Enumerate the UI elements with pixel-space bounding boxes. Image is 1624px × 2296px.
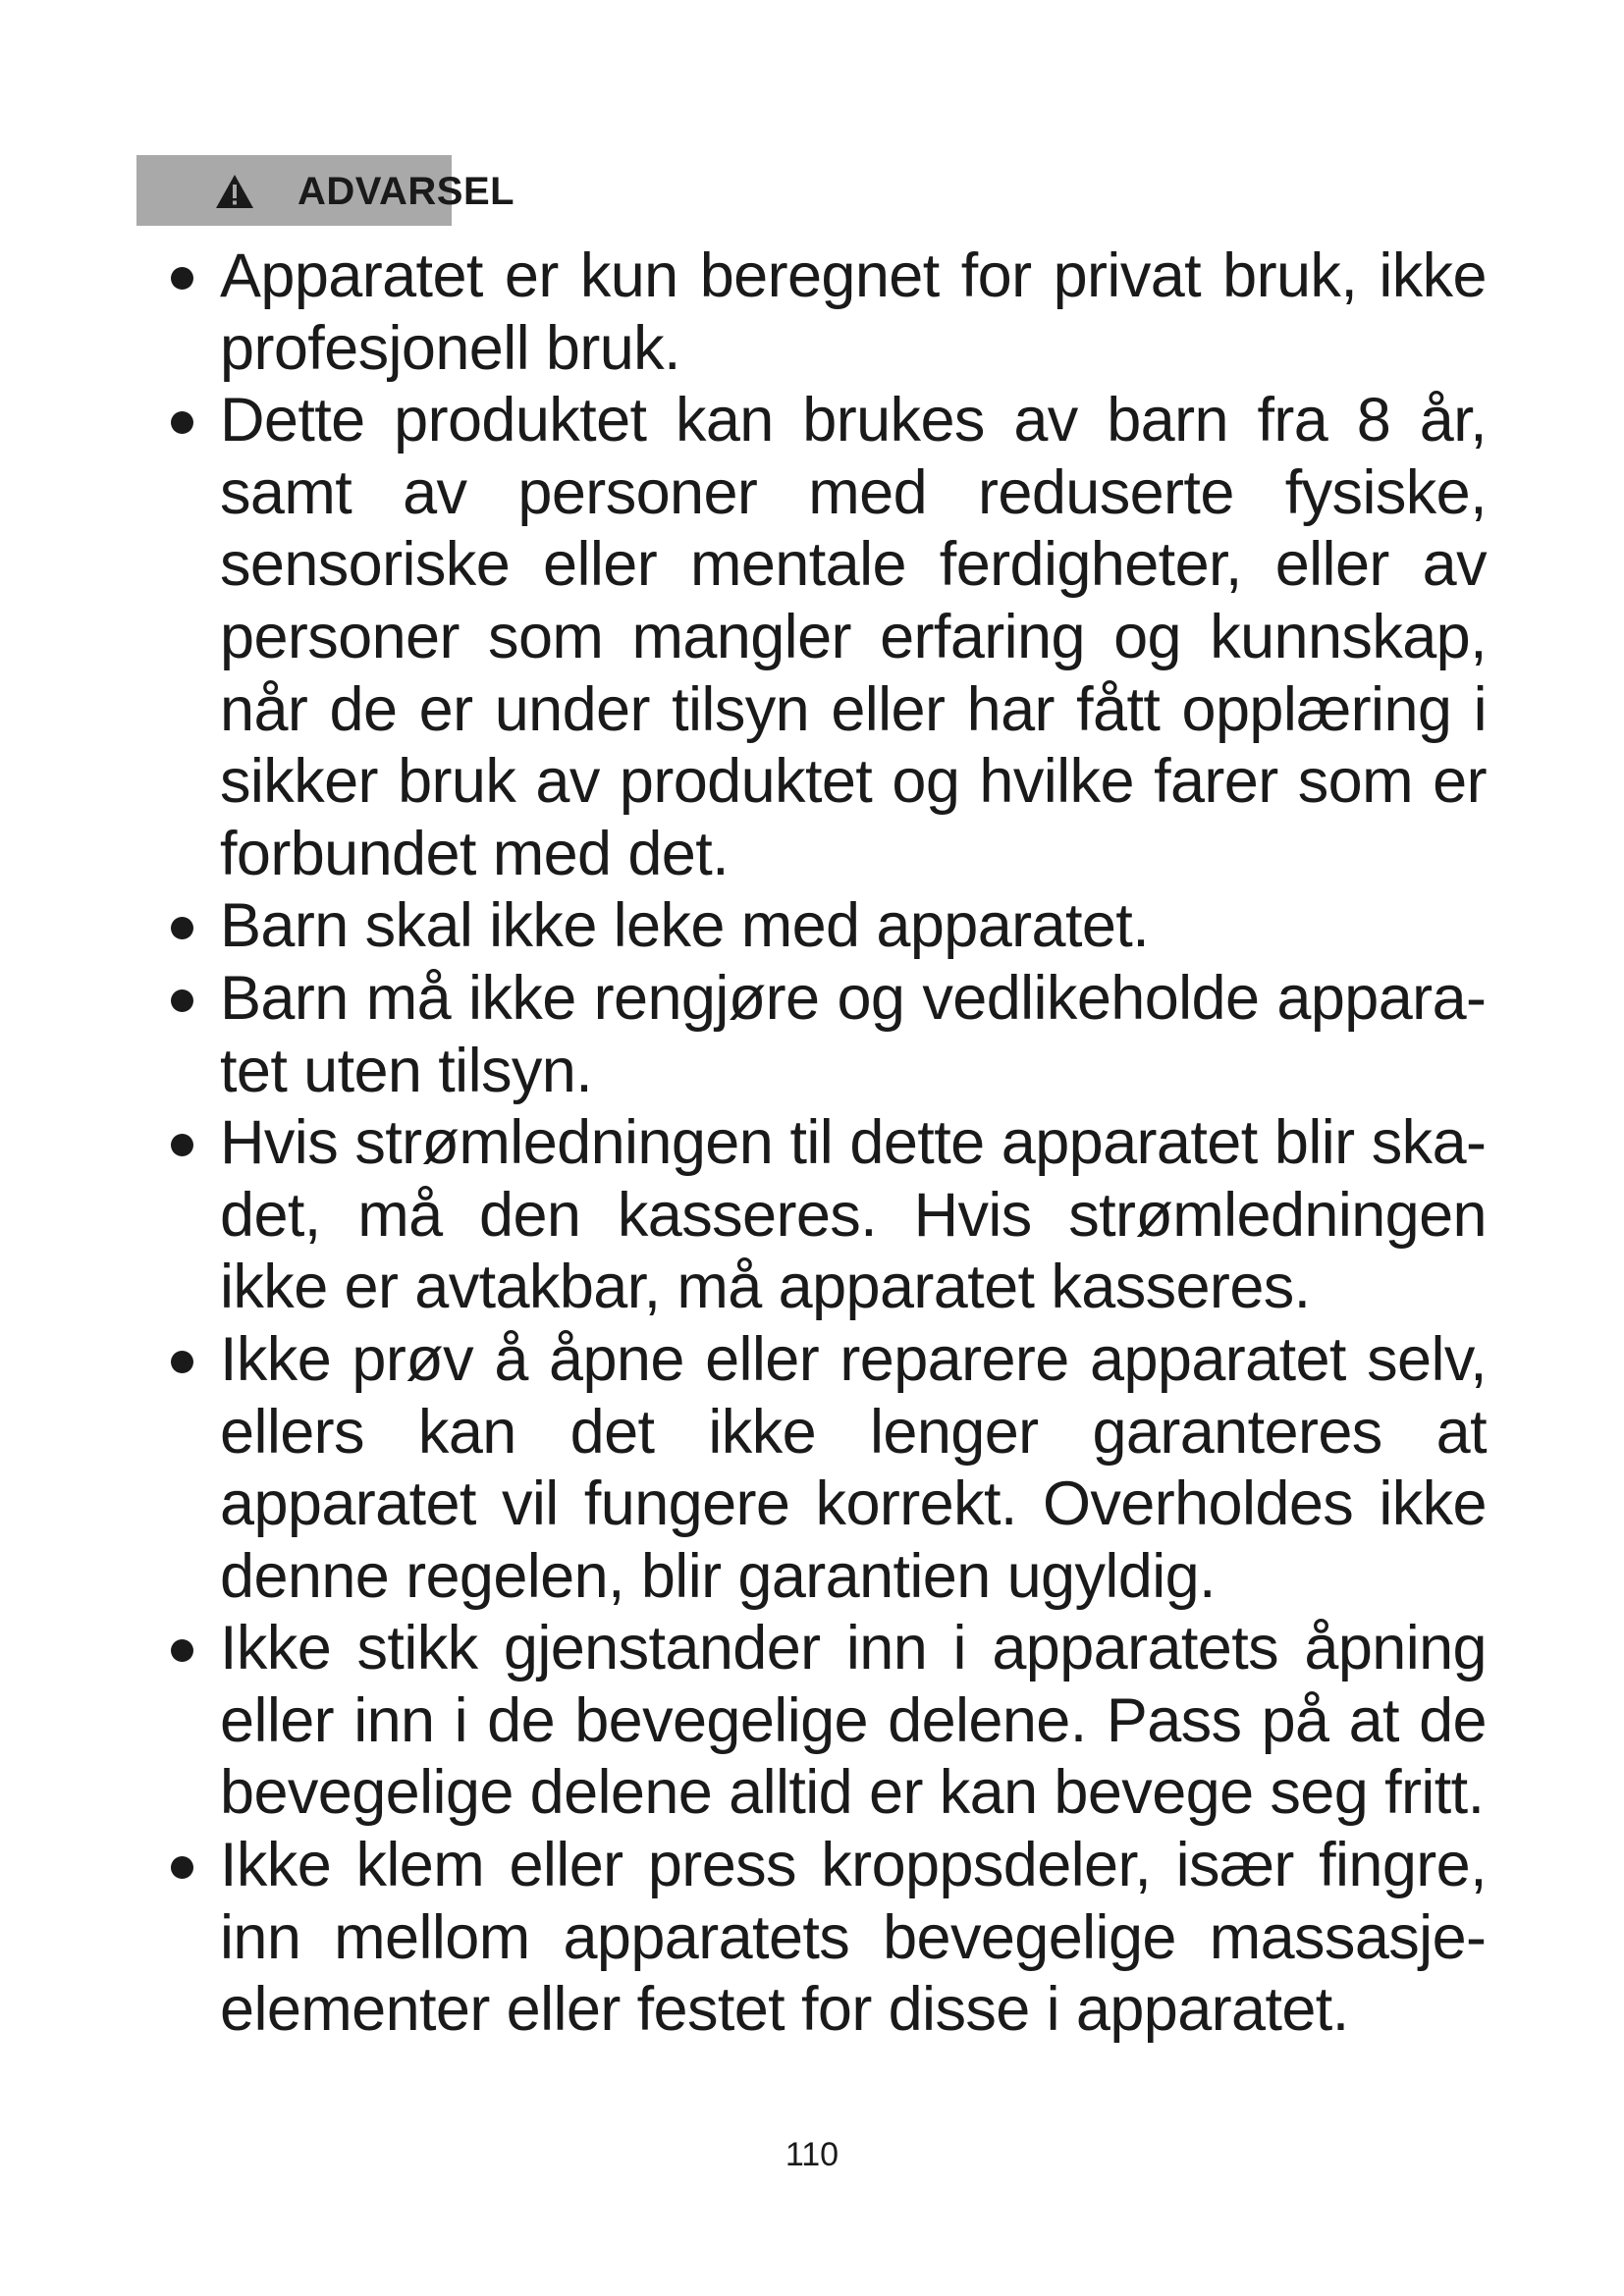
list-item-text: Ikke klem eller press kroppsdeler, især fingre, inn mellom apparatets bevegelige massasjeelementer eller festet for disse i apparatet. bbox=[220, 1831, 1487, 2045]
bullet-icon bbox=[171, 411, 193, 434]
bullet-icon bbox=[171, 1639, 193, 1662]
bullet-icon bbox=[171, 267, 193, 290]
bullet-icon bbox=[171, 1351, 193, 1373]
list-item bbox=[171, 963, 1487, 1107]
list-item bbox=[171, 1324, 1487, 1613]
list-item-text: Barn skal ikke leke med apparatet. bbox=[220, 891, 1150, 961]
warning-triangle-icon bbox=[215, 174, 254, 209]
list-item bbox=[171, 1830, 1487, 2047]
page-number: 110 bbox=[785, 2136, 839, 2173]
list-item bbox=[171, 1107, 1487, 1324]
list-item bbox=[171, 240, 1487, 385]
warning-list bbox=[171, 240, 1487, 2047]
list-item-text: Dette produktet kan brukes av barn fra 8 år, samt av personer med reduserte fysiske, sensoriske eller mentale ferdigheter, eller av personer som mangler erfaring og kunnskap, når de er under tilsyn eller har fått opplæring i sikker bruk av produktet og hvilke farer som er forbundet med det. bbox=[220, 386, 1487, 888]
list-item-text: Barn må ikke rengjøre og vedlikeholde apparatet uten tilsyn. bbox=[220, 963, 1487, 1105]
warning-header bbox=[136, 155, 686, 226]
list-item bbox=[171, 890, 1487, 963]
list-item bbox=[171, 385, 1487, 890]
list-item-text: Ikke prøv å åpne eller reparere apparatet selv, ellers kan det ikke lenger garanteres at apparatet vil fungere korrekt. Overholdes ikke denne regelen, blir garantien ugyldig. bbox=[220, 1324, 1487, 1611]
bullet-icon bbox=[171, 989, 193, 1012]
list-item-text: Apparatet er kun beregnet for privat bruk, ikke profesjonell bruk. bbox=[220, 241, 1487, 383]
bullet-icon bbox=[171, 1856, 193, 1879]
list-item-text: Ikke stikk gjenstander inn i apparatets åpning eller inn i de bevegelige delene. Pass på at de bevegelige delene alltid er kan bevege seg fritt. bbox=[220, 1614, 1487, 1828]
list-item-text: Hvis strømledningen til dette apparatet blir skadet, må den kasseres. Hvis strømledningen ikke er avtakbar, må apparatet kasseres. bbox=[220, 1108, 1487, 1322]
bullet-icon bbox=[171, 1134, 193, 1156]
warning-title: ADVARSEL bbox=[298, 170, 515, 213]
list-item bbox=[171, 1613, 1487, 1830]
bullet-icon bbox=[171, 917, 193, 939]
